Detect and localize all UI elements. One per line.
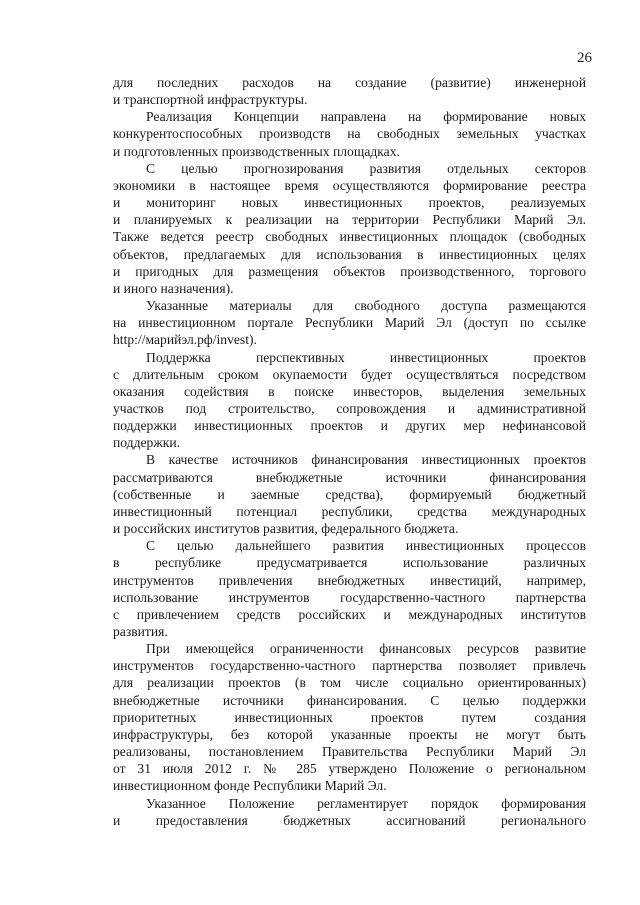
text-line: инструментов государственно-частного партнерства позволяет привлечь [113,658,586,674]
text-line: внебюджетные источники финансирования. С целью поддержки [113,692,586,708]
text-line: рассматриваются внебюджетные источники финансирования [113,469,586,485]
text-line: инвестиционном фонде Республики Марий Эл. [113,778,387,794]
text-line: в республике предусматривается использование различных [113,555,586,571]
text-line: При имеющейся ограниченности финансовых ресурсов развитие [146,641,586,657]
text-line: с привлечением средств российских и международных институтов [113,606,586,622]
text-line: с длительным сроком окупаемости будет осуществляться посредством [113,366,586,382]
paragraph [113,349,586,452]
text-line: поддержки. [113,435,181,451]
text-line: для реализации проектов (в том числе социально ориентированных) [113,675,586,691]
document-body [113,74,586,829]
text-line: использование инструментов государственно-частного партнерства [113,589,586,605]
text-line: Реализация Концепции направлена на формирование новых [146,109,586,125]
paragraph [113,451,586,537]
text-line: поддержки инвестиционных проектов и других мер нефинансовой [113,418,586,434]
paragraph [113,160,586,297]
text-line: участков под строительство, сопровождения и административной [113,400,586,416]
paragraph [113,74,586,108]
text-line: и российских институтов развития, федерального бюджета. [113,521,459,537]
text-line: объектов, предлагаемых для использования в инвестиционных целях [113,246,586,262]
text-line: С целью дальнейшего развития инвестиционных процессов [146,538,586,554]
text-line: от 31 июля 2012 г. № 285 утверждено Положение о региональном [113,761,586,777]
text-line: экономики в настоящее время осуществляются формирование реестра [113,177,586,193]
text-line: оказания содействия в поиске инвесторов, выделения земельных [113,383,586,399]
paragraph [113,640,586,794]
text-line: развития. [113,624,168,639]
text-line: инструментов привлечения внебюджетных инвестиций, например, [113,572,586,588]
text-line: Поддержка перспективных инвестиционных проектов [146,349,586,365]
text-line: инвестиционный потенциал республики, средства международных [113,503,586,519]
text-line: Также ведется реестр свободных инвестиционных площадок (свободных [113,229,586,245]
paragraph [113,795,586,829]
paragraph [113,537,586,640]
text-line: на инвестиционном портале Республики Марий Эл (доступ по ссылке [113,315,586,331]
text-line: приоритетных инвестиционных проектов путем создания [113,709,586,725]
text-line: и предоставления бюджетных ассигнований регионального [113,812,586,828]
text-line: Указанные материалы для свободного доступа размещаются [146,298,586,314]
text-line: реализованы, постановлением Правительства Республики Марий Эл [113,744,586,760]
text-line: и мониторинг новых инвестиционных проектов, реализуемых [113,195,586,211]
text-line: и транспортной инфраструктуры. [113,92,308,108]
text-line: для последних расходов на создание (развитие) инженерной [113,75,586,90]
text-line: и иного назначения). [113,280,234,296]
text-line: и пригодных для размещения объектов производственного, торгового [113,263,586,279]
text-line: С целью прогнозирования развития отдельных секторов [146,160,586,176]
text-line: (собственные и заемные средства), формируемый бюджетный [113,486,586,502]
text-line: и подготовленных производственных площадках. [113,143,400,159]
paragraph [113,297,586,348]
text-line: инфраструктуры, без которой указанные проекты не могут быть [113,726,586,742]
text-line: В качестве источников финансирования инвестиционных проектов [146,452,586,468]
text-line: конкурентоспособных производств на свободных земельных участках [113,126,586,142]
text-line: http://марийэл.рф/invest). [113,332,257,348]
paragraph [113,108,586,159]
page-number: 26 [577,50,592,66]
text-line: Указанное Положение регламентирует порядок формирования [146,795,586,811]
text-line: и планируемых к реализации на территории Республики Марий Эл. [113,212,586,228]
